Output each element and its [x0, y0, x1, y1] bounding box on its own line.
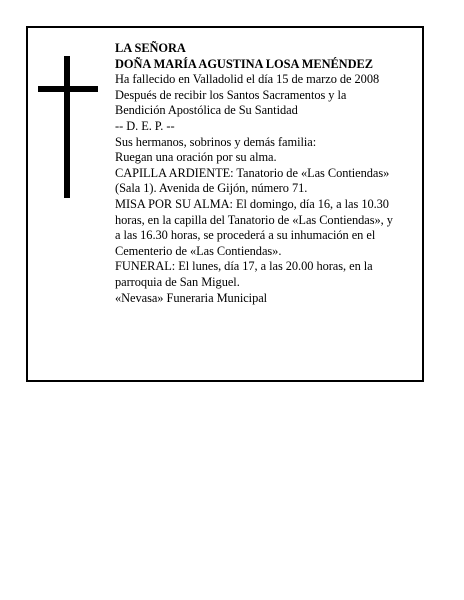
cross-vertical-bar — [64, 56, 70, 198]
notice-text — [115, 41, 423, 306]
chapel-line-1: CAPILLA ARDIENTE: Tanatorio de «Las Contiendas» — [115, 165, 390, 180]
cross-horizontal-bar — [38, 86, 98, 92]
rip-line: -- D. E. P. -- — [115, 118, 175, 133]
chapel-line-2: (Sala 1). Avenida de Gijón, número 71. — [115, 181, 308, 196]
notice-heading: LA SEÑORA — [115, 41, 186, 55]
death-announcement: Ha fallecido en Valladolid el día 15 de marzo de 2008 — [115, 72, 380, 87]
mass-line-2: horas, en la capilla del Tanatorio de «Las Contiendas», y — [115, 212, 393, 227]
family-line: Sus hermanos, sobrinos y demás familia: — [115, 134, 317, 149]
cross-icon — [38, 56, 98, 198]
obituary-notice — [26, 26, 424, 382]
sacraments-line-2: Bendición Apostólica de Su Santidad — [115, 103, 298, 118]
mass-line-3: a las 16.30 horas, se procederá a su inhumación en el — [115, 228, 376, 243]
funeral-line-2: parroquia de San Miguel. — [115, 274, 240, 289]
funeral-line-1: FUNERAL: El lunes, día 17, a las 20.00 horas, en la — [115, 259, 373, 274]
prayer-request: Ruegan una oración por su alma. — [115, 150, 277, 165]
deceased-name: DOÑA MARÍA AGUSTINA LOSA MENÉNDEZ — [115, 56, 373, 71]
mass-line-1: MISA POR SU ALMA: El domingo, día 16, a las 10.30 — [115, 196, 389, 211]
funeral-home-line: «Nevasa» Funeraria Municipal — [115, 290, 268, 305]
mass-line-4: Cementerio de «Las Contiendas». — [115, 243, 282, 258]
sacraments-line-1: Después de recibir los Santos Sacramentos y la — [115, 87, 347, 102]
